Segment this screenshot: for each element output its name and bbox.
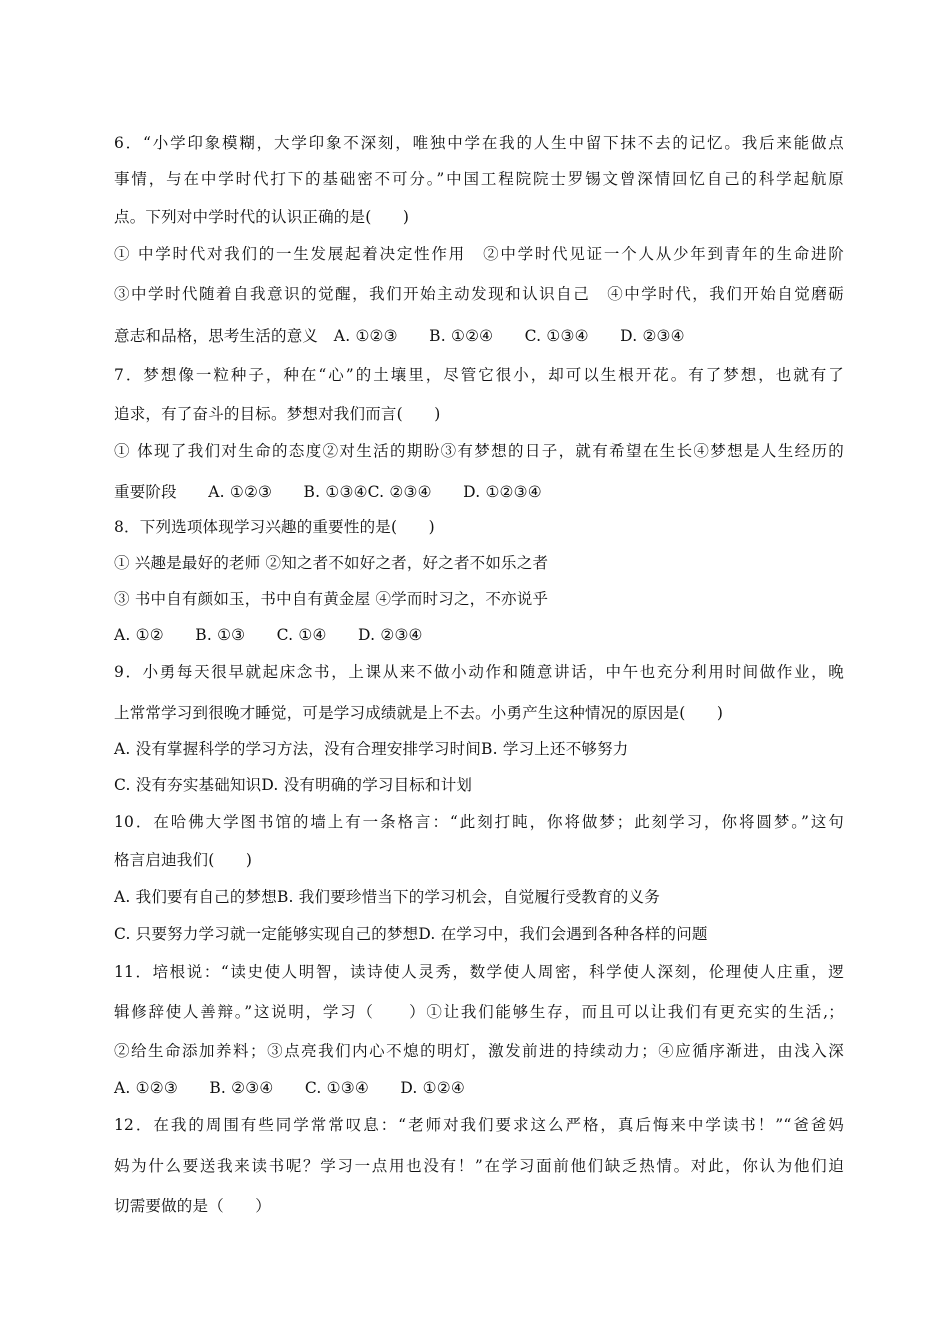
q7-options: 重要阶段 A. ①②③ B. ①③④C. ②③④ D. ①②③④: [114, 483, 542, 501]
q10-stem-line-2: 格言启迪我们( ): [114, 851, 253, 869]
q7-stem-line-1: 7．梦想像一粒种子，种在“心”的土壤里，尽管它很小，却可以生根开花。有了梦想，也就有了: [114, 366, 844, 384]
q6-options: 意志和品格，思考生活的意义 A. ①②③ B. ①②④ C. ①③④ D. ②③④: [114, 327, 685, 345]
q9-options-line-1: A. 没有掌握科学的学习方法，没有合理安排学习时间B. 学习上还不够努力: [114, 740, 629, 758]
q6-stem-line-2: 事情，与在中学时代打下的基础密不可分。”中国工程院院士罗锡文曾深情回忆自己的科学起航原: [114, 170, 844, 188]
q6-stem-line-3: 点。下列对中学时代的认识正确的是( ): [114, 208, 410, 226]
q8-stem: 8．下列选项体现学习兴趣的重要性的是( ): [114, 518, 435, 536]
q11-stem-line-2: 辑修辞使人善辩。”这说明，学习（ ）①让我们能够生存，而且可以让我们有更充实的生活,；: [114, 1003, 844, 1021]
q6-statements-line-2: ③中学时代随着自我意识的觉醒，我们开始主动发现和认识自己 ④中学时代，我们开始自觉磨砺: [114, 285, 844, 303]
q8-statements-line-1: ① 兴趣是最好的老师 ②知之者不如好之者，好之者不如乐之者: [114, 554, 549, 572]
q6-stem-line-1: 6．“小学印象模糊，大学印象不深刻，唯独中学在我的人生中留下抹不去的记忆。我后来能做点: [114, 134, 844, 152]
q8-statements-line-2: ③ 书中自有颜如玉，书中自有黄金屋 ④学而时习之，不亦说乎: [114, 590, 549, 608]
q9-stem-line-2: 上常常学习到很晚才睡觉，可是学习成绩就是上不去。小勇产生这种情况的原因是( ): [114, 704, 724, 722]
q12-stem-line-2: 妈为什么要送我来读书呢？学习一点用也没有！”在学习面前他们缺乏热情。对此，你认为他们迫: [114, 1157, 844, 1175]
q12-stem-line-3: 切需要做的是（ ）: [114, 1197, 272, 1215]
q10-options-line-1: A. 我们要有自己的梦想B. 我们要珍惜当下的学习机会，自觉履行受教育的义务: [114, 888, 660, 906]
q9-options-line-2: C. 没有夯实基础知识D. 没有明确的学习目标和计划: [114, 776, 473, 794]
q6-statements-line-1: ① 中学时代对我们的一生发展起着决定性作用 ②中学时代见证一个人从少年到青年的生命进阶: [114, 245, 844, 263]
q10-options-line-2: C. 只要努力学习就一定能够实现自己的梦想D. 在学习中，我们会遇到各种各样的问题: [114, 925, 708, 943]
q10-stem-line-1: 10．在哈佛大学图书馆的墙上有一条格言：“此刻打盹，你将做梦；此刻学习，你将圆梦。”这句: [114, 813, 844, 831]
q8-options: A. ①② B. ①③ C. ①④ D. ②③④: [114, 626, 423, 644]
q7-statements-line-1: ① 体现了我们对生命的态度②对生活的期盼③有梦想的日子，就有希望在生长④梦想是人生经历的: [114, 442, 844, 460]
q11-options: A. ①②③ B. ②③④ C. ①③④ D. ①②④: [114, 1079, 465, 1097]
q12-stem-line-1: 12．在我的周围有些同学常常叹息：“老师对我们要求这么严格，真后悔来中学读书！”“爸爸妈: [114, 1116, 844, 1134]
q9-stem-line-1: 9．小勇每天很早就起床念书，上课从来不做小动作和随意讲话，中午也充分利用时间做作业，晚: [114, 663, 844, 681]
q11-stem-line-1: 11．培根说：“读史使人明智，读诗使人灵秀，数学使人周密，科学使人深刻，伦理使人庄重，逻: [114, 963, 844, 981]
q7-stem-line-2: 追求，有了奋斗的目标。梦想对我们而言( ): [114, 405, 441, 423]
q11-statements-line: ②给生命添加养料；③点亮我们内心不熄的明灯，激发前进的持续动力；④应循序渐进，由浅入深: [114, 1042, 844, 1060]
